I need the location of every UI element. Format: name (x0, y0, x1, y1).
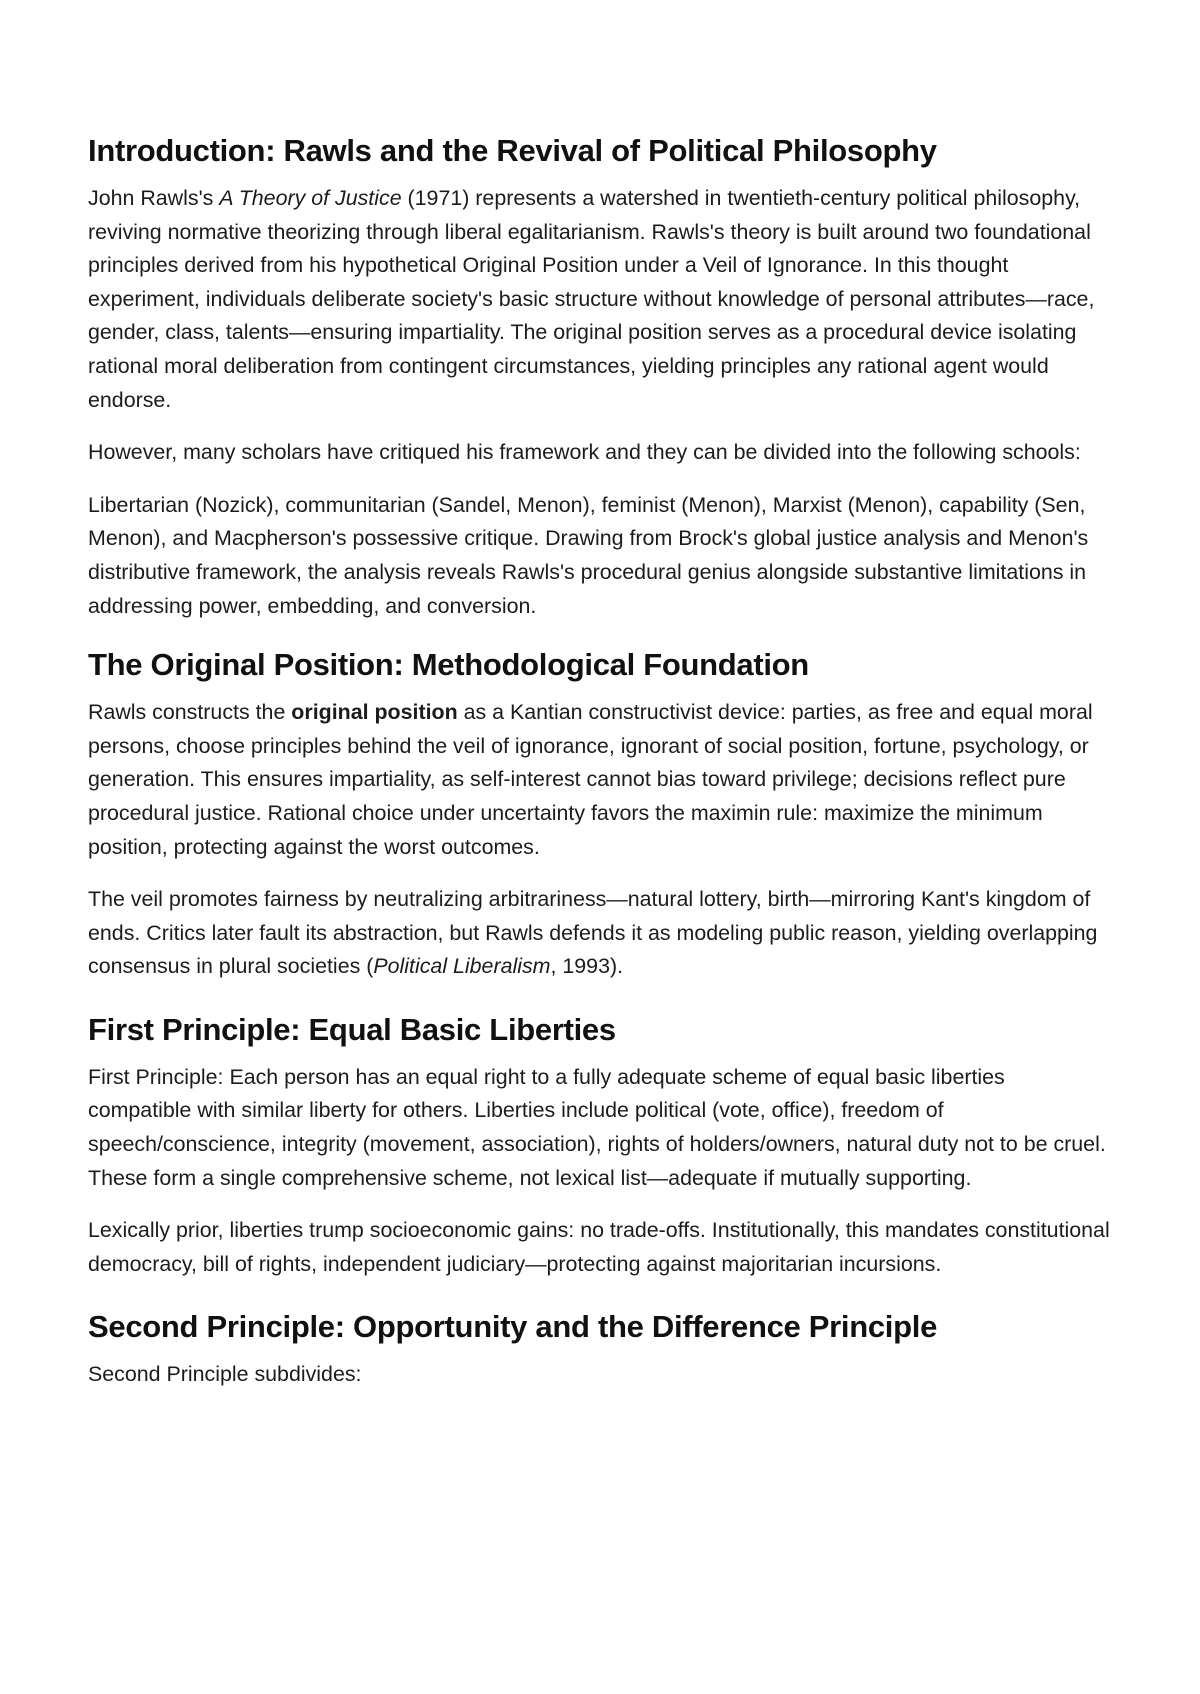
paragraph (88, 883, 1112, 984)
section-original-position (88, 646, 1112, 984)
paragraph: Second Principle subdivides: (88, 1362, 362, 1387)
paragraph-text: as a Kantian constructivist device: parties, as free and equal moral persons, choose principles behind the veil of ignorance, ignorant of social position, fortune, psychology, or generation. This ensures impartiality, as self-interest cannot bias toward privilege; decisions reflect pure procedural justice. Rational choice under uncertainty favors the maximin rule: maximize the minimum position, protecting against the worst outcomes. (88, 700, 1093, 859)
paragraph (88, 182, 1112, 417)
section-first-principle (88, 1011, 1112, 1282)
section-heading: Introduction: Rawls and the Revival of Political Philosophy (88, 133, 937, 168)
bold-term: original position (291, 700, 458, 725)
paragraph-text: Rawls constructs the (88, 700, 292, 725)
book-title: A Theory of Justice (219, 186, 402, 210)
paragraph (88, 696, 1112, 864)
paragraph-text: The veil promotes fairness by neutralizing arbitrariness—natural lottery, birth—mirroring Kant's kingdom of ends. Critics later fault its abstraction, but Rawls defends it as modeling public reason, yielding overlapping consensus in plural societies ( (88, 887, 1098, 979)
paragraph: Lexically prior, liberties trump socioeconomic gains: no trade-offs. Institutionally, this mandates constitutional democracy, bill of rights, independent judiciary—protecting against majoritarian incursions. (88, 1218, 1110, 1276)
section-heading: Second Principle: Opportunity and the Difference Principle (88, 1309, 938, 1345)
book-title: Political Liberalism (373, 954, 551, 979)
section-heading: First Principle: Equal Basic Liberties (88, 1011, 616, 1047)
section-introduction (88, 132, 1112, 623)
paragraph-text: , 1993). (550, 954, 624, 979)
paragraph: Libertarian (Nozick), communitarian (Sandel, Menon), feminist (Menon), Marxist (Menon), capability (Sen, Menon), and Macpherson's possessive critique. Drawing from Brock's global justice analysis and Menon's distributive framework, the analysis reveals Rawls's procedural genius alongside substantive limitations in addressing power, embedding, and conversion. (88, 492, 1089, 618)
paragraph-text: John Rawls's (88, 186, 220, 210)
paragraph: However, many scholars have critiqued his framework and they can be divided into the following schools: (88, 440, 1081, 465)
section-second-principle (88, 1308, 1112, 1392)
paragraph: First Principle: Each person has an equal right to a fully adequate scheme of equal basic liberties compatible with similar liberty for others. Liberties include political (vote, office), freedom of speech/conscience, integrity (movement, association), rights of holders/owners, natural duty not to be cruel. These form a single comprehensive scheme, not lexical list—adequate if mutually supporting. (88, 1064, 1106, 1190)
section-heading: The Original Position: Methodological Foundation (88, 647, 809, 683)
paragraph-text: (1971) represents a watershed in twentieth-century political philosophy, reviving normative theorizing through liberal egalitarianism. Rawls's theory is built around two foundational principles derived from his hypothetical Original Position under a Veil of Ignorance. In this thought experiment, individuals deliberate society's basic structure without knowledge of personal attributes—race, gender, class, talents—ensuring impartiality. The original position serves as a procedural device isolating rational moral deliberation from contingent circumstances, yielding principles any rational agent would endorse. (88, 186, 1095, 412)
